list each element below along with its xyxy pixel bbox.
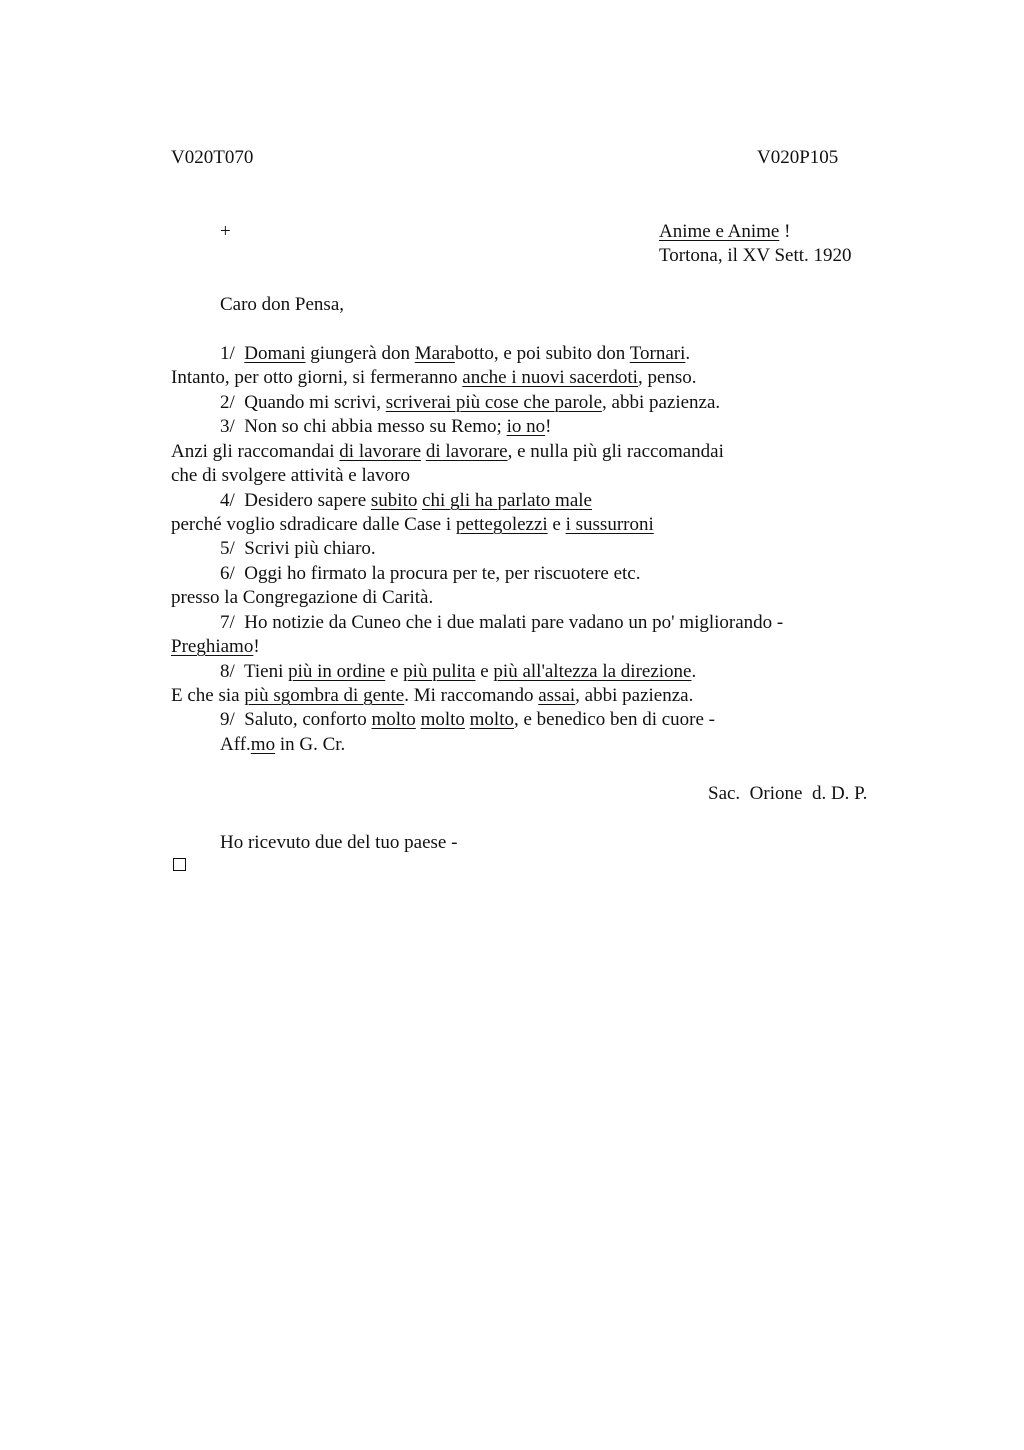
point-4-continued xyxy=(171,513,654,537)
text-run: botto, e poi subito don xyxy=(454,343,630,364)
box-symbol xyxy=(173,858,186,871)
underlined-word: molto xyxy=(469,709,514,730)
closing xyxy=(220,733,345,757)
code-left: V020T070 xyxy=(171,147,254,168)
underlined-word: Domani xyxy=(244,343,306,364)
letter-title xyxy=(659,220,790,244)
title-suffix: ! xyxy=(779,221,791,242)
underlined-word: più in ordine xyxy=(288,661,386,682)
text-run: Tieni xyxy=(243,661,289,682)
text-run: , penso. xyxy=(637,367,697,388)
point-5 xyxy=(220,537,376,561)
underlined-word: Preghiamo xyxy=(171,636,254,657)
underlined-word: assai xyxy=(538,685,576,706)
point-number: 3/ xyxy=(220,416,245,437)
text-run: ! xyxy=(253,636,260,657)
salutation: Caro don Pensa, xyxy=(220,294,345,315)
underlined-word: subito xyxy=(370,490,418,511)
title-text: Anime e Anime xyxy=(659,221,780,242)
text-run: Anzi gli raccomandai xyxy=(171,441,340,462)
point-3 xyxy=(220,415,551,439)
underlined-word: Mara xyxy=(414,343,455,364)
text-run: e xyxy=(547,514,566,535)
point-8 xyxy=(220,660,696,684)
text-run: E che sia xyxy=(171,685,245,706)
point-number: 6/ xyxy=(220,563,245,584)
point-number: 7/ xyxy=(220,612,245,633)
underlined-word: anche i nuovi sacerdoti xyxy=(462,367,638,388)
text-run: , e benedico ben di cuore - xyxy=(514,709,715,730)
point-number: 9/ xyxy=(220,709,245,730)
underlined-word: di lavorare xyxy=(425,441,508,462)
text-run: ! xyxy=(545,416,552,437)
point-9 xyxy=(220,708,715,732)
text-run: . xyxy=(685,343,691,364)
cross-mark: + xyxy=(220,221,231,242)
point-3-continued xyxy=(171,440,724,464)
underlined-word: mo xyxy=(250,734,276,755)
text-run: Desidero sapere xyxy=(244,490,371,511)
underlined-word: pettegolezzi xyxy=(455,514,548,535)
text-run: , e nulla più gli raccomandai xyxy=(507,441,724,462)
underlined-word: chi gli ha parlato male xyxy=(422,490,592,511)
underlined-word: io no xyxy=(506,416,546,437)
underlined-word: più sgombra di gente xyxy=(244,685,405,706)
underlined-word: scriverai più cose che parole xyxy=(385,392,603,413)
text-run: e xyxy=(385,661,404,682)
point-6-continued: presso la Congregazione di Carità. xyxy=(171,587,434,608)
text-run: in G. Cr. xyxy=(275,734,346,755)
text-run: , abbi pazienza. xyxy=(602,392,721,413)
code-right: V020P105 xyxy=(757,147,839,168)
text-run: . Mi raccomando xyxy=(404,685,539,706)
point-1-continued xyxy=(171,366,697,390)
place-date: Tortona, il XV Sett. 1920 xyxy=(659,245,852,266)
signature: Sac. Orione d. D. P. xyxy=(708,783,868,804)
text-run: Ho notizie da Cuneo che i due malati pare vadano un po' migliorando - xyxy=(244,612,784,633)
point-2 xyxy=(220,391,720,415)
point-4 xyxy=(220,489,592,513)
underlined-word: i sussurroni xyxy=(565,514,654,535)
point-3-continued-2: che di svolgere attività e lavoro xyxy=(171,465,410,486)
text-run: Oggi ho firmato la procura per te, per riscuotere etc. xyxy=(244,563,641,584)
text-run: Intanto, per otto giorni, si fermeranno xyxy=(171,367,463,388)
text-run: giungerà don xyxy=(305,343,415,364)
text-run: e xyxy=(475,661,494,682)
point-number: 1/ xyxy=(220,343,245,364)
underlined-word: più all'altezza la direzione xyxy=(493,661,692,682)
text-run: Aff. xyxy=(220,734,251,755)
text-run: Non so chi abbia messo su Remo; xyxy=(244,416,507,437)
text-run: . xyxy=(691,661,697,682)
point-number: 5/ xyxy=(220,538,245,559)
postscript: Ho ricevuto due del tuo paese - xyxy=(220,832,458,853)
point-number: 8/ xyxy=(220,661,244,682)
text-run: Scrivi più chiaro. xyxy=(244,538,376,559)
point-number: 2/ xyxy=(220,392,245,413)
point-7 xyxy=(220,611,783,635)
underlined-word: più pulita xyxy=(403,661,476,682)
underlined-word: molto xyxy=(371,709,416,730)
point-8-continued xyxy=(171,684,693,708)
underlined-word: di lavorare xyxy=(339,441,422,462)
point-1 xyxy=(220,342,690,366)
text-run: Saluto, conforto xyxy=(244,709,372,730)
text-run: perché voglio sdradicare dalle Case i xyxy=(171,514,456,535)
point-7-continued xyxy=(171,635,260,659)
point-number: 4/ xyxy=(220,490,245,511)
point-6 xyxy=(220,562,640,586)
text-run: Quando mi scrivi, xyxy=(244,392,386,413)
underlined-word: molto xyxy=(420,709,465,730)
underlined-word: Tornari xyxy=(629,343,686,364)
text-run: , abbi pazienza. xyxy=(575,685,694,706)
